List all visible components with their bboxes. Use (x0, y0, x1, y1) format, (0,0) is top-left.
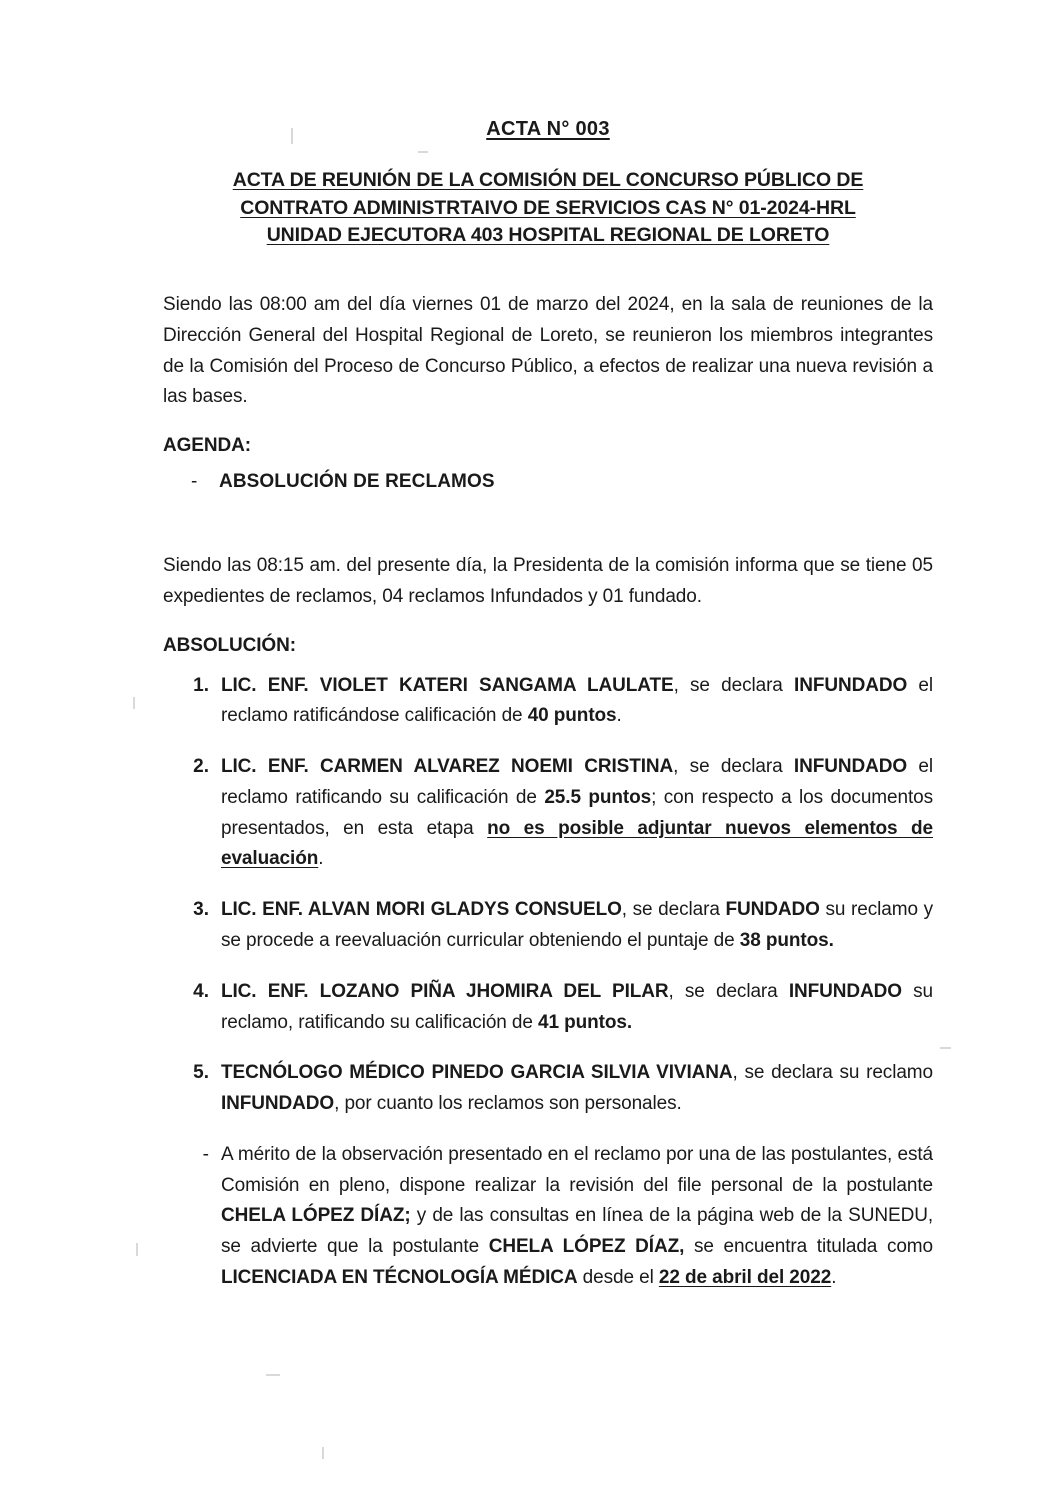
scan-artifact (136, 1243, 138, 1256)
list-item-body (221, 1058, 933, 1120)
list-item-body (221, 977, 933, 1039)
verdict: FUNDADO (725, 899, 820, 921)
score: 40 puntos (527, 705, 617, 727)
scan-artifact (940, 1047, 951, 1049)
title-line-1: ACTA DE REUNIÓN DE LA COMISIÓN DEL CONCURSO PÚBLICO DE (232, 169, 864, 191)
absolucion-label: ABSOLUCIÓN: (163, 634, 296, 656)
list-item-number: 2. (193, 756, 209, 778)
claimant-name: TECNÓLOGO MÉDICO PINEDO GARCIA SILVIA VIVIANA (221, 1062, 733, 1084)
final-note-degree: LICENCIADA EN TÉCNOLOGÍA MÉDICA (221, 1266, 578, 1288)
list-item-body (221, 895, 933, 957)
item-text-c: . (616, 705, 622, 727)
verdict: INFUNDADO (221, 1093, 335, 1115)
verdict: INFUNDADO (793, 756, 908, 778)
final-note-name-2: CHELA LÓPEZ DÍAZ, (488, 1236, 685, 1258)
item-text-b: , por cuanto los reclamos son personales. (334, 1093, 682, 1115)
scan-artifact (322, 1447, 324, 1459)
absolucion-list (163, 671, 933, 1120)
item-text-a: , se declara (621, 899, 726, 921)
intro-paragraph: Siendo las 08:00 am del día viernes 01 de marzo del 2024, en la sala de reuniones de la Dirección General del Hospital Regional de Loreto, se reunieron los miembros integrantes de la Comisión del Proceso de Concurso Público, a efectos de realizar una nueva revisión a las bases. (163, 294, 933, 408)
item-text-d: . (318, 848, 324, 870)
document-title (163, 167, 933, 250)
item-text-b: el reclamo ratificando su calificación de (221, 756, 933, 808)
verdict: INFUNDADO (794, 674, 908, 696)
score: 25.5 puntos (544, 786, 652, 808)
item-underlined-note: no es posible adjuntar nuevos elementos de evaluación (221, 817, 933, 870)
agenda-item-label: ABSOLUCIÓN DE RECLAMOS (219, 471, 495, 493)
second-paragraph: Siendo las 08:15 am. del presente día, la Presidenta de la comisión informa que se tiene 05 expedientes de reclamos, 04 reclamos Infundados y 01 fundado. (163, 555, 933, 607)
final-note-part-4: desde el (577, 1266, 659, 1288)
final-note-part-1: A mérito de la observación presentado en el reclamo por una de las postulantes, está Comisión en pleno, dispone realizar la revisión del file personal de la postulante (221, 1143, 933, 1196)
list-item (163, 895, 933, 957)
list-item (163, 752, 933, 875)
agenda-label: AGENDA: (163, 435, 251, 457)
verdict: INFUNDADO (788, 980, 902, 1002)
item-text-b: su reclamo y se procede a reevaluación curricular obteniendo el puntaje de (221, 899, 933, 952)
item-text-b: el reclamo ratificándose calificación de (221, 674, 933, 727)
title-line-3: UNIDAD EJECUTORA 403 HOSPITAL REGIONAL DE LORETO (266, 224, 830, 247)
list-item-number: 3. (193, 899, 209, 921)
list-item-number: 4. (193, 980, 209, 1002)
scan-artifact (133, 697, 135, 709)
list-item-number: 1. (193, 674, 209, 696)
final-note-dash: - (202, 1143, 209, 1165)
agenda-dash: - (191, 471, 198, 493)
agenda-item (163, 471, 933, 493)
list-item (163, 977, 933, 1039)
claimant-name: LIC. ENF. VIOLET KATERI SANGAMA LAULATE (221, 674, 674, 696)
claimant-name: LIC. ENF. LOZANO PIÑA JHOMIRA DEL PILAR (221, 980, 669, 1002)
score: 41 puntos. (538, 1011, 633, 1033)
item-text-a: , se declara (673, 756, 794, 778)
claimant-name: LIC. ENF. CARMEN ALVAREZ NOEMI CRISTINA (221, 756, 674, 778)
list-item-number: 5. (193, 1062, 209, 1084)
final-note (163, 1140, 933, 1294)
title-line-2: CONTRATO ADMINISTRTAIVO DE SERVICIOS CAS N° 01-2024-HRL (240, 196, 856, 219)
item-text-c: ; con respecto a los documentos presentados, en esta etapa (221, 786, 934, 839)
final-note-date: 22 de abril del 2022 (658, 1266, 832, 1288)
item-text-b: su reclamo, ratificando su calificación de (221, 980, 934, 1033)
claimant-name: LIC. ENF. ALVAN MORI GLADYS CONSUELO (221, 899, 622, 921)
final-note-body (221, 1140, 933, 1294)
list-item-body (221, 671, 933, 733)
final-note-part-3: se encuentra titulada como (684, 1236, 933, 1258)
item-text-a: , se declara (668, 980, 789, 1002)
page-title (163, 118, 933, 141)
item-text-a: , se declara su reclamo (732, 1062, 933, 1084)
document-content (163, 118, 933, 1312)
acta-number: ACTA N° 003 (486, 118, 610, 140)
list-item (163, 1058, 933, 1120)
final-note-part-2: y de las consultas en línea de la página web de la SUNEDU, se advierte que la postulante (221, 1205, 933, 1258)
score: 38 puntos. (739, 930, 834, 952)
scan-artifact (266, 1374, 280, 1376)
list-item-body (221, 752, 933, 875)
final-note-name-1: CHELA LÓPEZ DÍAZ; (221, 1205, 411, 1227)
spacer (163, 515, 933, 551)
final-note-part-5: . (831, 1266, 837, 1288)
item-text-a: , se declara (673, 674, 795, 696)
list-item (163, 671, 933, 733)
